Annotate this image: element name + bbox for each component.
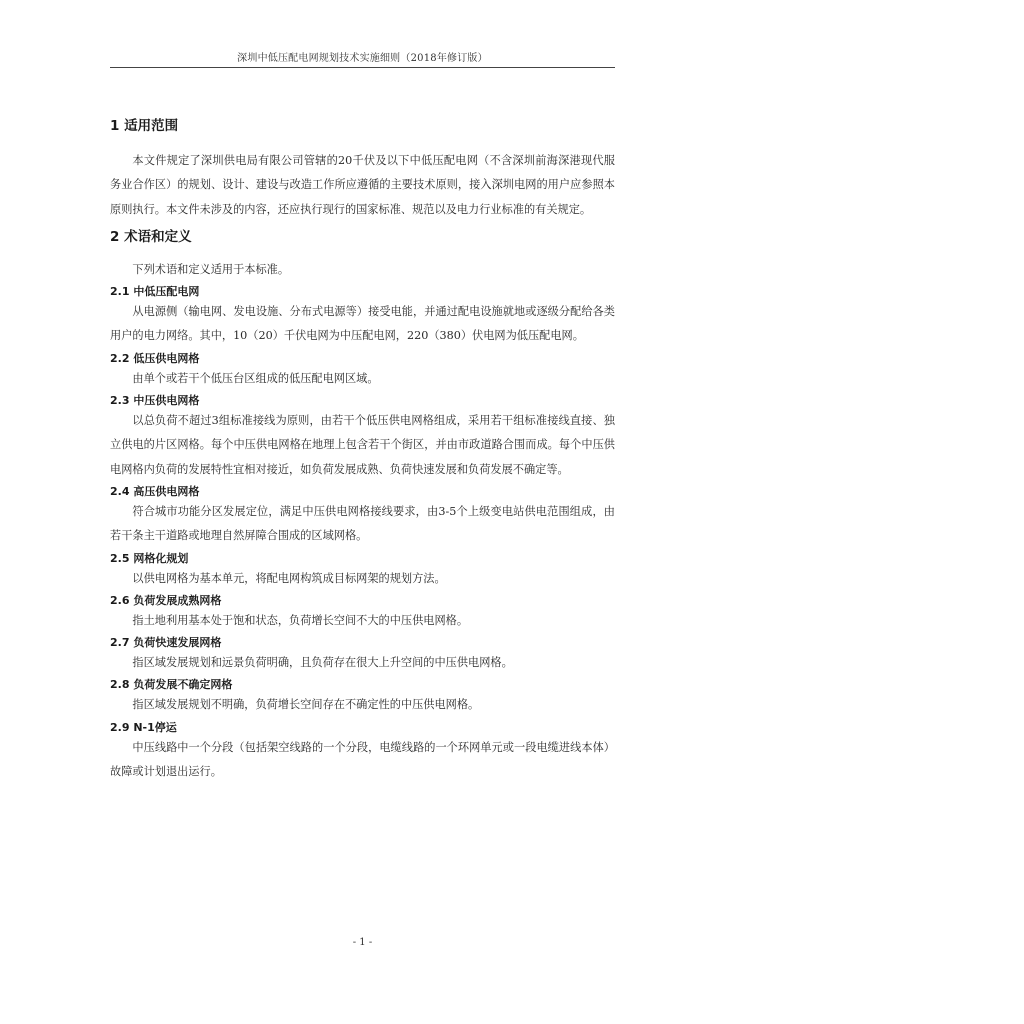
term-heading: 2.1 中低压配电网 [110,285,200,299]
term-definition: 符合城市功能分区发展定位，满足中压供电网格接线要求，由3-5个上级变电站供电范围组成，由若干条主干道路或地理自然屏障合围成的区域网格。 [110,504,615,543]
term-heading: 2.4 高压供电网格 [110,484,200,498]
section-heading-terms: 2 术语和定义 [110,228,192,245]
page-content [110,116,615,784]
term-heading: 2.2 低压供电网格 [110,351,200,365]
term-heading: 2.7 负荷快速发展网格 [110,636,222,650]
term-heading: 2.5 网格化规划 [110,551,189,565]
term-heading: 2.8 负荷发展不确定网格 [110,678,233,692]
term-definition: 以总负荷不超过3组标准接线为原则，由若干个低压供电网格组成，采用若干组标准接线直接、独立供电的片区网格。每个中压供电网格在地理上包含若干个街区，并由市政道路合围而成。每个中压供电网格内负荷的发展特性宜相对接近，如负荷发展成熟、负荷快速发展和负荷发展不确定等。 [110,414,615,476]
term-definition: 指区域发展规划和远景负荷明确，且负荷存在很大上升空间的中压供电网格。 [132,656,513,670]
section-heading-scope: 1 适用范围 [110,118,179,134]
header-divider [110,67,615,68]
scope-paragraph: 本文件规定了深圳供电局有限公司管辖的20千伏及以下中低压配电网（不含深圳前海深港现代服务业合作区）的规划、设计、建设与改造工作所应遵循的主要技术原则，接入深圳电网的用户应参照本原则执行。本文件未涉及的内容，还应执行现行的国家标准、规范以及电力行业标准的有关规定。 [110,154,615,216]
page-number: - 1 - [352,937,373,948]
term-heading: 2.3 中压供电网格 [110,394,200,408]
term-definition: 由单个或若干个低压台区组成的低压配电网区域。 [132,371,379,385]
running-header: 深圳中低压配电网规划技术实施细则（2018年修订版） [237,53,488,64]
term-heading: 2.6 负荷发展成熟网格 [110,593,222,607]
term-definition: 中压线路中一个分段（包括架空线路的一个分段，电缆线路的一个环网单元或一段电缆进线本体）故障或计划退出运行。 [110,740,615,779]
term-definition: 指土地利用基本处于饱和状态，负荷增长空间不大的中压供电网格。 [132,613,469,627]
term-definition: 从电源侧（输电网、发电设施、分布式电源等）接受电能，并通过配电设施就地或逐级分配给各类用户的电力网络。其中，10（20）千伏电网为中压配电网，220（380）伏电网为低压配电网。 [110,305,615,343]
term-heading: 2.9 N-1停运 [110,720,177,734]
term-definition: 指区域发展规划不明确，负荷增长空间存在不确定性的中压供电网格。 [132,698,480,712]
term-definition: 以供电网格为基本单元，将配电网构筑成目标网架的规划方法。 [132,571,446,585]
terms-intro-paragraph: 下列术语和定义适用于本标准。 [132,262,290,276]
